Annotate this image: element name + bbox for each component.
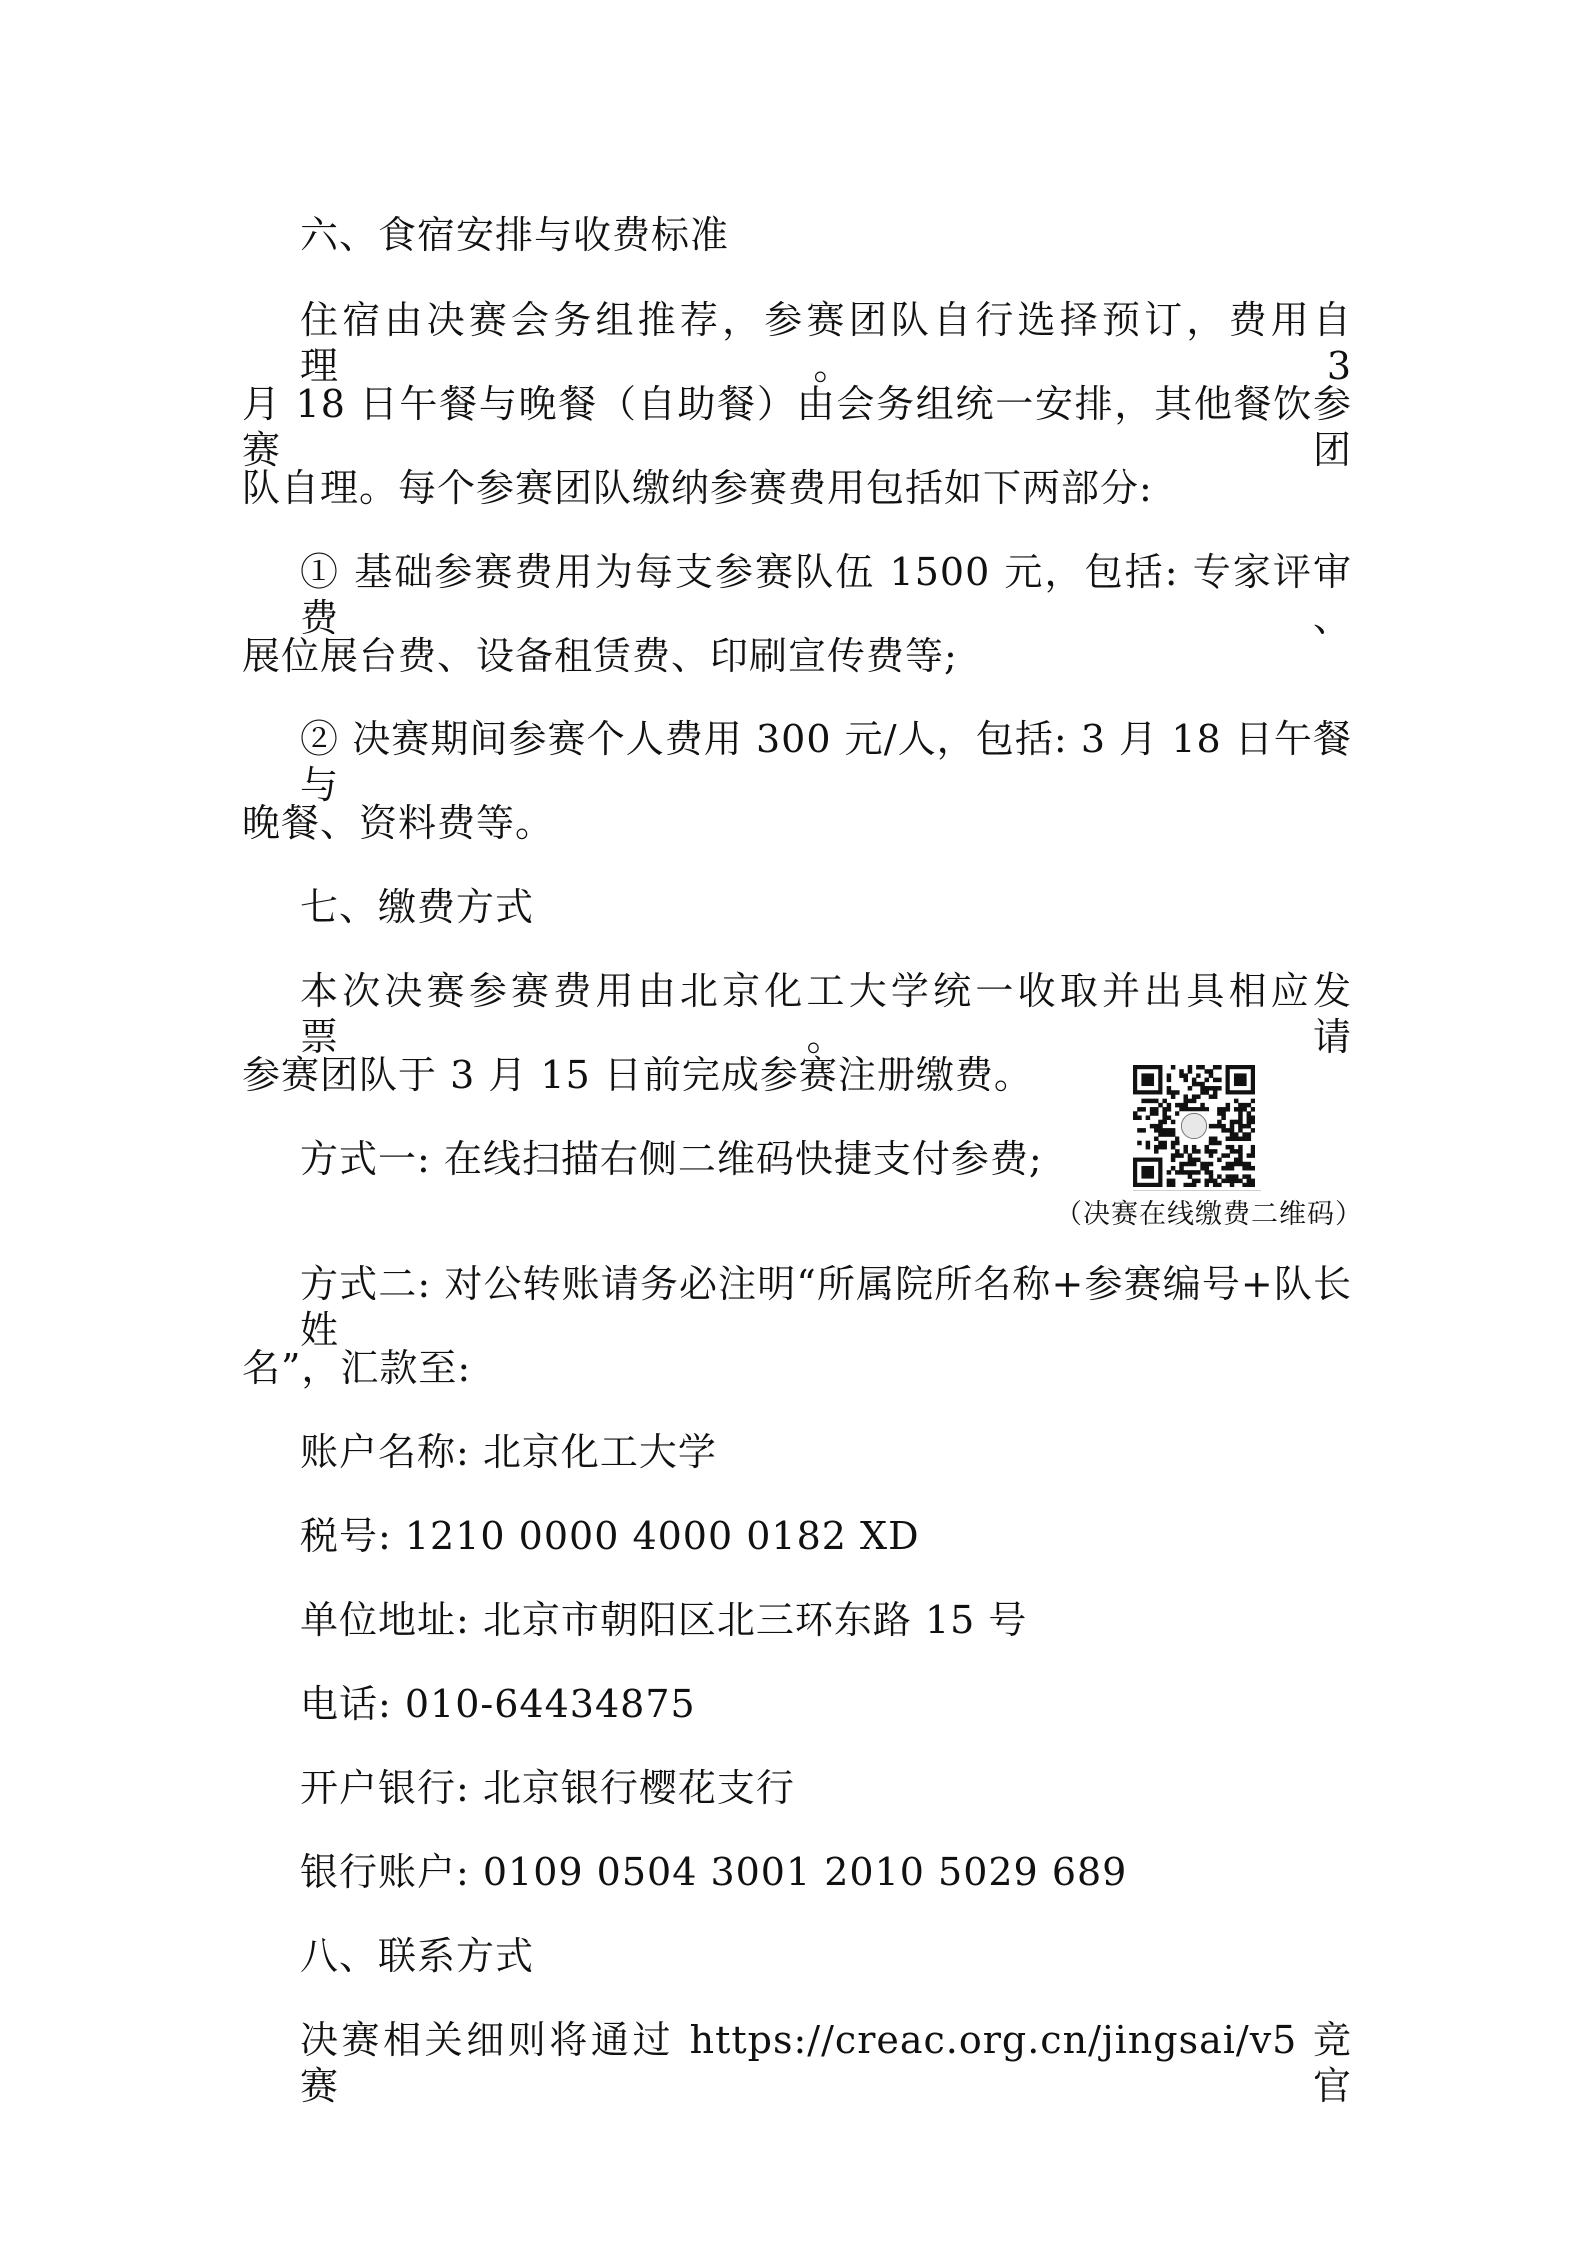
- qr-code-caption: （决赛在线缴费二维码）: [1055, 1199, 1363, 1230]
- payment-method-1: 方式一: 在线扫描右侧二维码快捷支付参费;: [300, 1137, 1043, 1181]
- tax-id: 税号: 1210 0000 4000 0182 XD: [300, 1514, 920, 1558]
- section-7-paragraph-line-1: 本次决赛参赛费用由北京化工大学统一收取并出具相应发票。请: [300, 969, 1352, 1059]
- account-name: 账户名称: 北京化工大学: [300, 1430, 717, 1474]
- unit-address: 单位地址: 北京市朝阳区北三环东路 15 号: [300, 1598, 1028, 1642]
- section-8-paragraph-line-1: 决赛相关细则将通过 https://creac.org.cn/jingsai/v5 竞赛官: [300, 2018, 1352, 2108]
- fee-item-2-line-1: ② 决赛期间参赛个人费用 300 元/人，包括: 3 月 18 日午餐与: [300, 717, 1352, 807]
- qr-caption-divider: [1133, 1190, 1261, 1191]
- payment-method-2-line-1: 方式二: 对公转账请务必注明“所属院所名称+参赛编号+队长姓: [300, 1262, 1352, 1352]
- section-6-paragraph-line-1: 住宿由决赛会务组推荐，参赛团队自行选择预订，费用自理。3: [300, 298, 1352, 388]
- fee-item-1-line-2: 展位展台费、设备租赁费、印刷宣传费等;: [242, 634, 958, 678]
- bank-name: 开户银行: 北京银行樱花支行: [300, 1766, 795, 1810]
- fee-item-1-line-1: ① 基础参赛费用为每支参赛队伍 1500 元，包括: 专家评审费、: [300, 550, 1352, 640]
- section-7-heading: 七、缴费方式: [300, 885, 535, 929]
- section-8-heading: 八、联系方式: [300, 1934, 535, 1978]
- section-6-paragraph-line-2: 月 18 日午餐与晚餐（自助餐）由会务组统一安排，其他餐饮参赛团: [242, 382, 1352, 472]
- payment-method-2-line-2: 名”，汇款至:: [242, 1346, 472, 1390]
- section-6-heading: 六、食宿安排与收费标准: [300, 213, 730, 257]
- bank-account: 银行账户: 0109 0504 3001 2010 5029 689: [300, 1850, 1128, 1894]
- qr-code-icon[interactable]: [1133, 1065, 1255, 1187]
- section-7-paragraph-line-2: 参赛团队于 3 月 15 日前完成参赛注册缴费。: [242, 1053, 1033, 1097]
- phone-number: 电话: 010-64434875: [300, 1682, 696, 1726]
- section-6-paragraph-line-3: 队自理。每个参赛团队缴纳参赛费用包括如下两部分:: [242, 466, 1153, 510]
- fee-item-2-line-2: 晚餐、资料费等。: [242, 801, 555, 845]
